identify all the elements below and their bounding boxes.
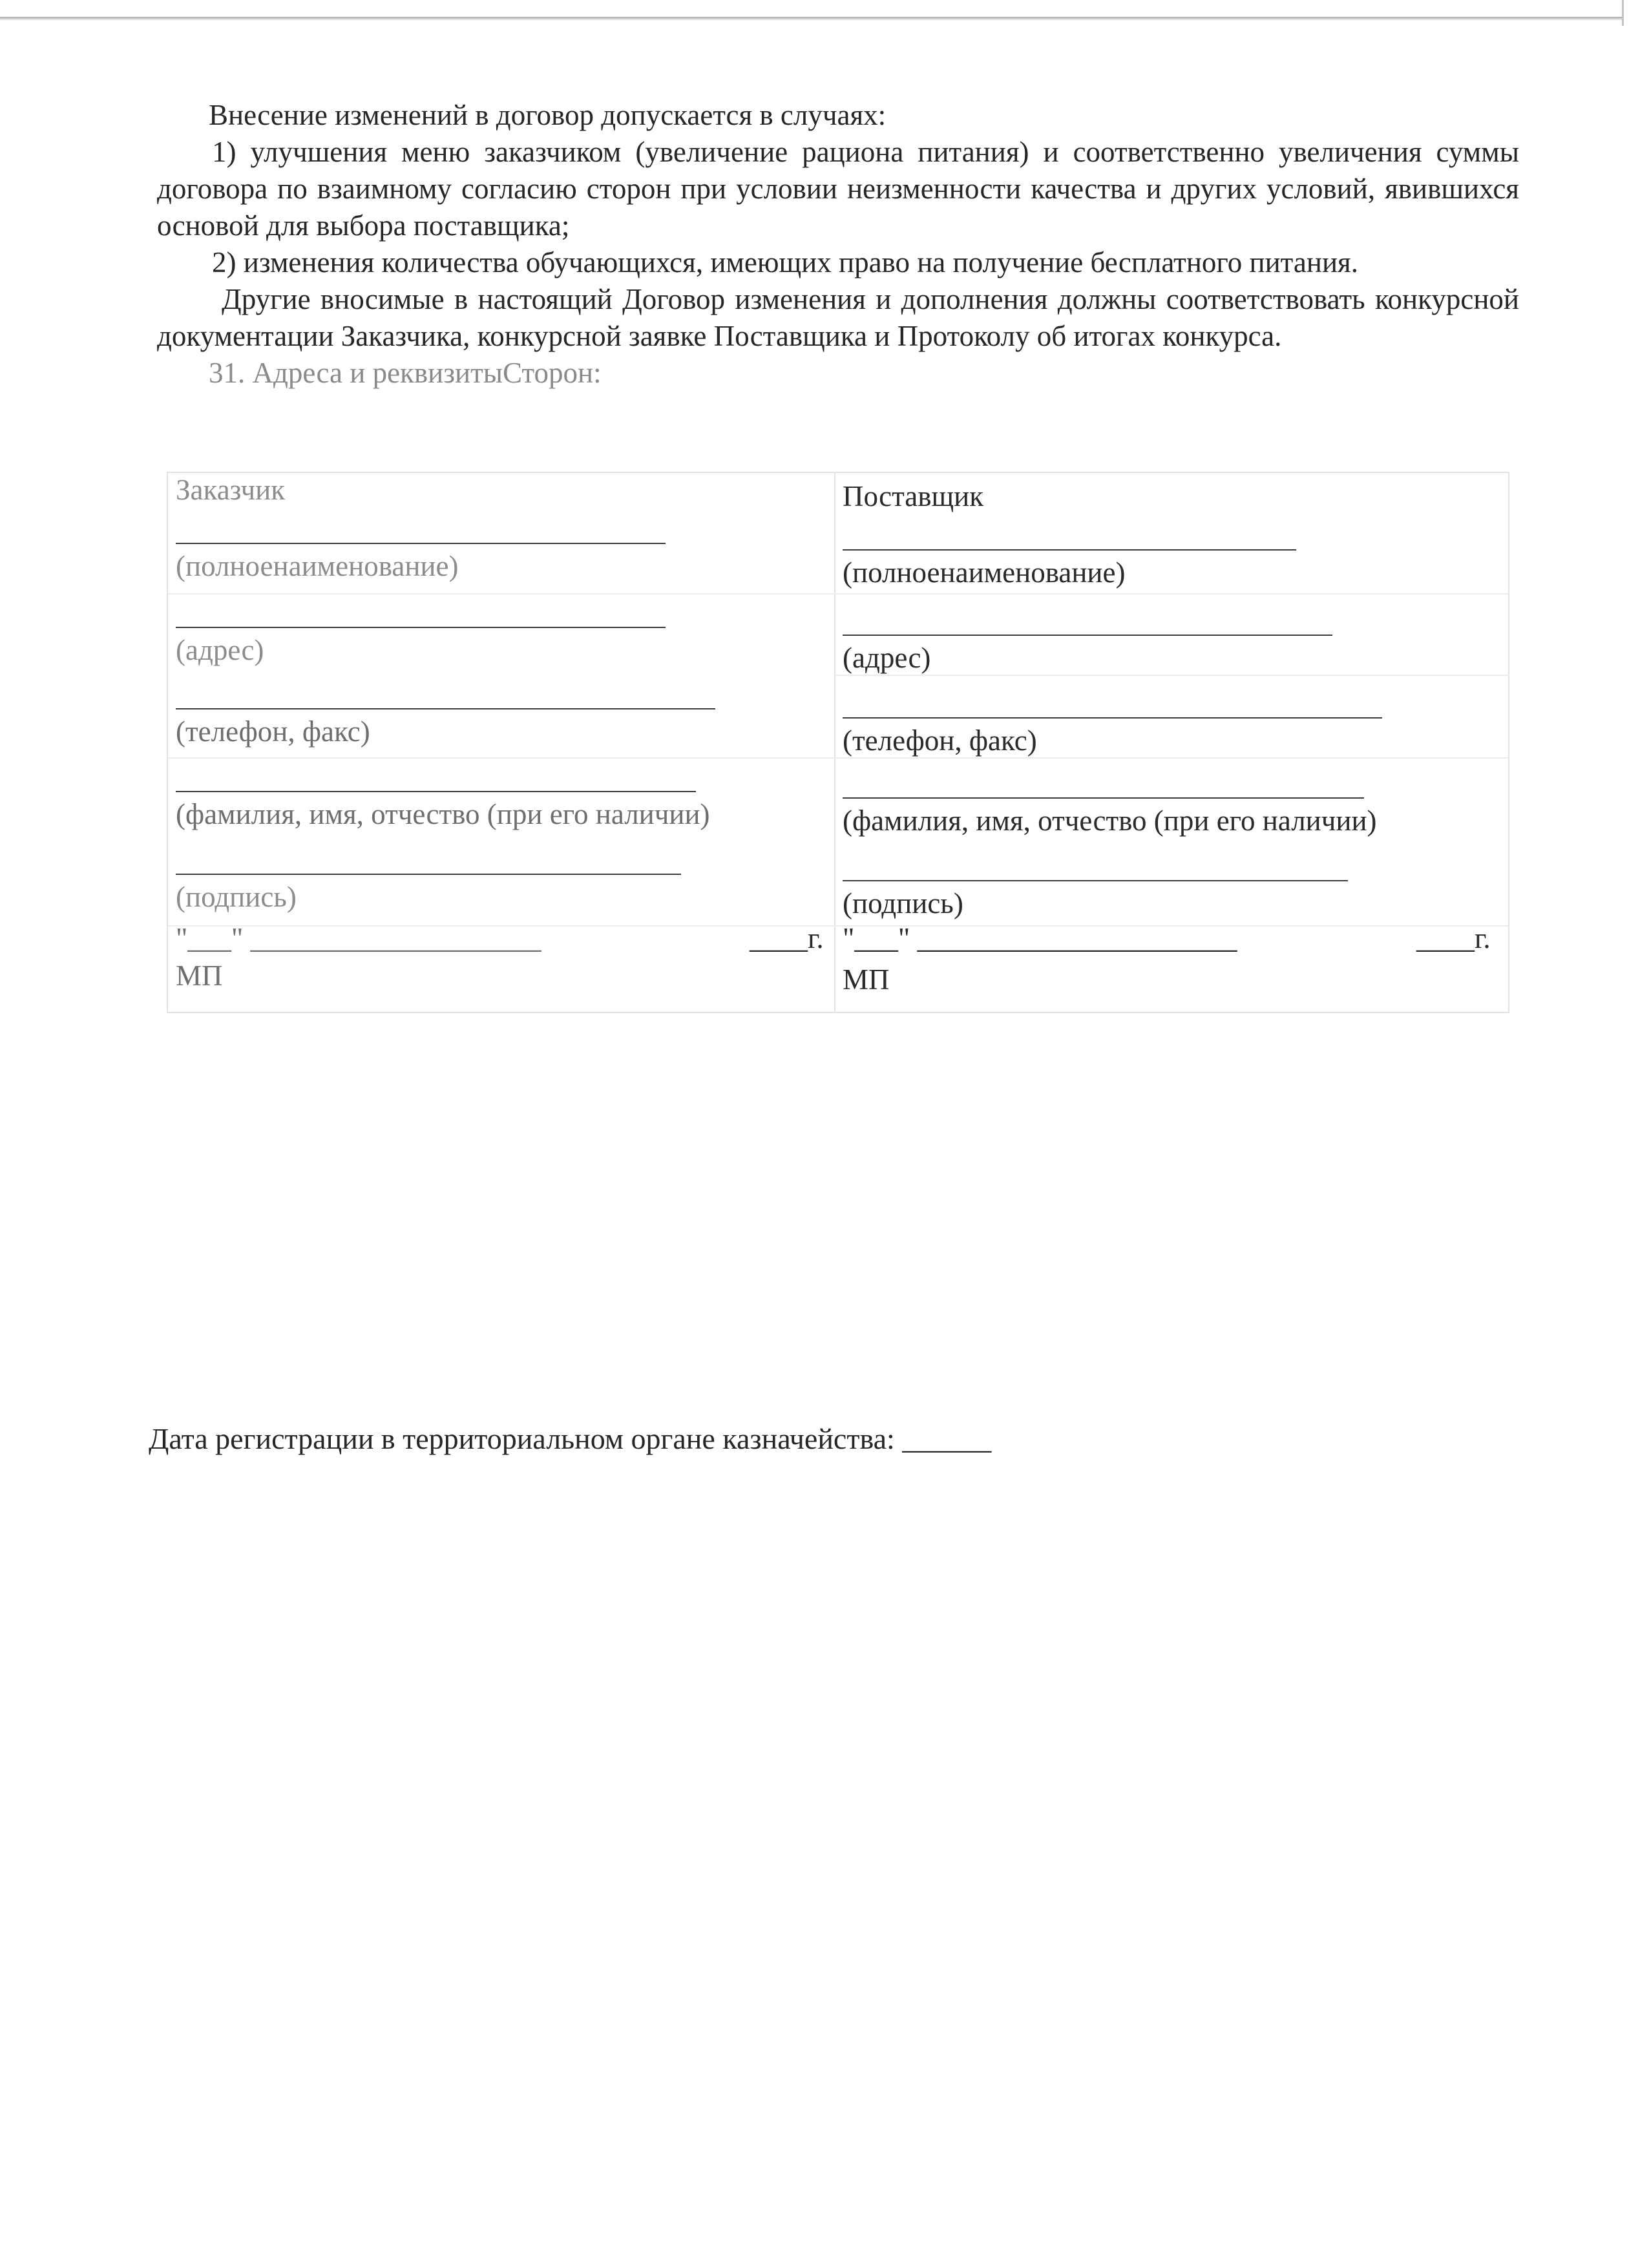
supplier-fio-line[interactable] [843,797,1364,799]
amendments-intro: Внесение изменений в договор допускается в случаях: [209,99,887,131]
supplier-name-label: (полноенаименование) [843,556,1126,589]
amendment-case-2: 2) изменения количества обучающихся, имеющих право на получение бесплатного питания. [212,246,1358,278]
customer-signature-line[interactable] [176,874,681,875]
supplier-signature-line[interactable] [843,880,1348,881]
supplier-stamp-label: МП [843,963,890,996]
customer-column [168,473,834,1012]
customer-date-line[interactable]: "___" ____________________ [176,922,541,954]
customer-address-label: (адрес) [176,634,264,666]
customer-signature-label: (подпись) [176,881,297,913]
supplier-address-label: (адрес) [843,642,931,674]
customer-phone-label: (телефон, факс) [176,715,370,748]
supplier-signature-label: (подпись) [843,887,963,919]
scan-shadow-edge [0,17,1622,21]
customer-title: Заказчик [176,474,286,506]
supplier-name-line[interactable] [843,549,1296,551]
supplier-column [835,473,1500,1012]
supplier-title: Поставщик [843,480,984,512]
customer-year-label: ____г. [750,922,824,954]
scan-shadow-corner [1622,0,1624,26]
supplier-phone-label: (телефон, факс) [843,724,1037,757]
section-31-heading: 31. Адреса и реквизитыСторон: [209,357,602,389]
customer-phone-line[interactable] [176,708,715,709]
customer-stamp-label: МП [176,960,223,992]
customer-name-line[interactable] [176,543,666,544]
supplier-phone-line[interactable] [843,717,1382,719]
supplier-year-label: ____г. [1416,922,1491,954]
customer-name-label: (полноенаименование) [176,550,459,582]
customer-fio-label: (фамилия, имя, отчество (при его наличии) [176,798,710,830]
parties-requisites-table [167,472,1509,1013]
customer-address-line[interactable] [176,627,666,628]
other-amendments-paragraph: Другие вносимые в настоящий Договор изменения и дополнения должны соответствовать конкурсной документации Заказчика, конкурсной заявке Поставщика и Протоколу об итогах конкурса. [157,283,1519,352]
supplier-date-line[interactable]: "___" ______________________ [843,922,1237,954]
amendment-case-1: 1) улучшения меню заказчиком (увеличение рациона питания) и соответственно увеличения суммы договора по взаимному согласию сторон при условии неизменности качества и других условий, явившихся основой для выбора поставщика; [157,136,1519,242]
amendments-section [157,97,1519,392]
supplier-fio-label: (фамилия, имя, отчество (при его наличии) [843,804,1377,837]
supplier-address-line[interactable] [843,635,1332,636]
treasury-registration-date: Дата регистрации в территориальном органе казначейства: ______ [149,1422,992,1455]
customer-fio-line[interactable] [176,791,696,792]
